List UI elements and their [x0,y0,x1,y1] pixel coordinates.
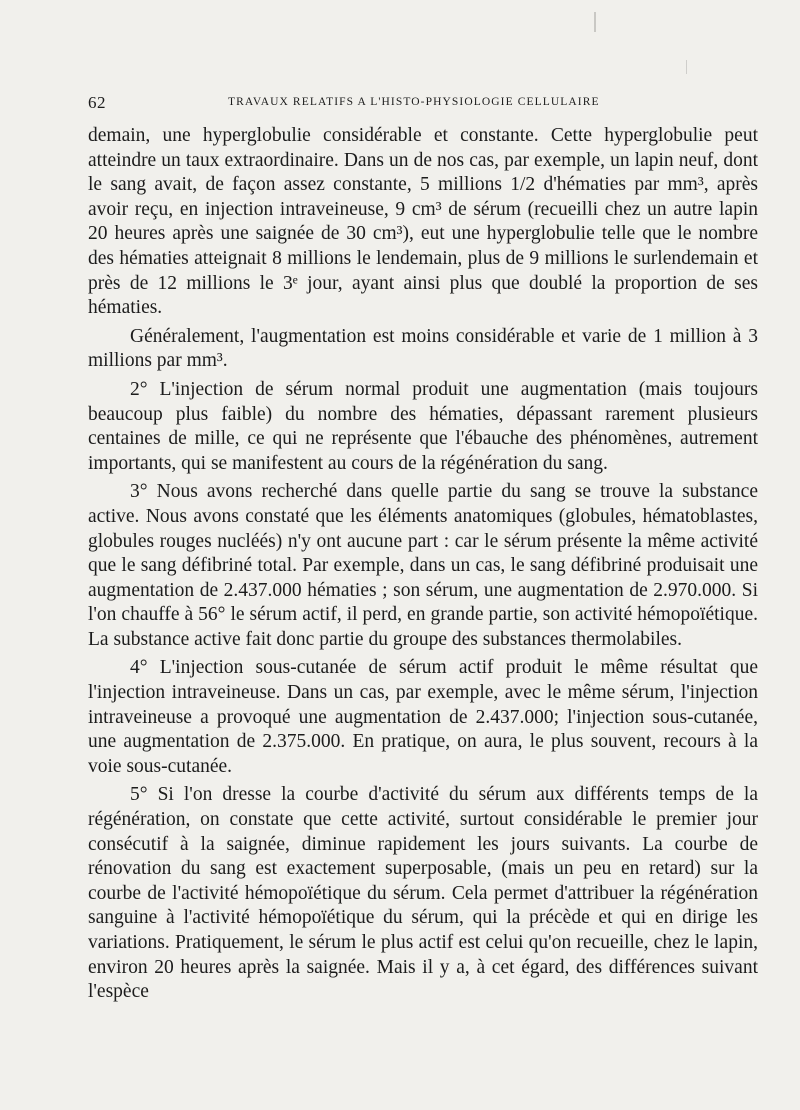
running-title: TRAVAUX RELATIFS A L'HISTO-PHYSIOLOGIE CELLULAIRE [228,96,600,108]
scan-mark [686,60,687,74]
body-text [88,124,758,1009]
paragraph: 4° L'injection sous-cutanée de sérum actif produit le même résultat que l'injection intraveineuse. Dans un cas, par exemple, avec le même sérum, l'injection intraveineuse a provoqué une augmentation de 2.437.000; l'injection sous-cutanée, une augmentation de 2.375.000. En pratique, on aura, le plus souvent, recours à la voie sous-cutanée. [88,657,758,777]
paragraph: Généralement, l'augmentation est moins considérable et varie de 1 million à 3 millions par mm³. [88,325,758,372]
paragraph: 5° Si l'on dresse la courbe d'activité du sérum aux différents temps de la régénération, on constate que cette activité, surtout considérable le premier jour consécutif à la saignée, diminue rapidement les jours suivants. La courbe de rénovation du sang est exactement superposable, (mais un peu en retard) sur la courbe de l'activité hémopoïétique du sérum. Cela permet d'attribuer la régénération sanguine à l'activité hémopoïétique du sérum, qui la précède et qui en dirige les variations. Pratiquement, le sérum le plus actif est celui qu'on recueille, chez le lapin, environ 20 heures après la saignée. Mais il y a, à cet égard, des différences suivant l'espèce [88,784,758,1003]
paragraph: 2° L'injection de sérum normal produit une augmentation (mais toujours beaucoup plus faible) du nombre des hématies, dépassant rarement plusieurs centaines de mille, ce qui ne représente que l'ébauche des phénomènes, autrement importants, qui se manifestent au cours de la régénération du sang. [88,378,758,474]
paragraph: 3° Nous avons recherché dans quelle partie du sang se trouve la substance active. Nous avons constaté que les éléments anatomiques (globules, hématoblastes, globules rouges nucléés) n'y ont aucune part : car le sérum présente la même activité que le sang défibriné total. Par exemple, dans un cas, le sang défibriné produisait une augmentation de 2.437.000 hématies ; son sérum, une augmentation de 2.970.000. Si l'on chauffe à 56° le sérum actif, il perd, en grande partie, son activité hémopoïétique. La substance active fait donc partie du groupe des substances thermolabiles. [88,481,758,650]
scan-mark [594,12,596,32]
page-number: 62 [88,93,106,112]
page-header [88,93,748,117]
paragraph: demain, une hyperglobulie considérable et constante. Cette hyperglobulie peut atteindre un taux extraordinaire. Dans un de nos cas, par exemple, un lapin neuf, dont le sang avait, de façon assez constante, 5 millions 1/2 d'hématies par mm³, après avoir reçu, en injection intraveineuse, 9 cm³ de sérum (recueilli chez un autre lapin 20 heures après une saignée de 30 cm³), eut une hyperglobulie telle que le nombre des hématies atteignait 8 millions le lendemain, plus de 9 millions le surlendemain et près de 12 millions le 3ᵉ jour, ayant ainsi plus que doublé la proportion de ses hématies. [88,125,758,319]
